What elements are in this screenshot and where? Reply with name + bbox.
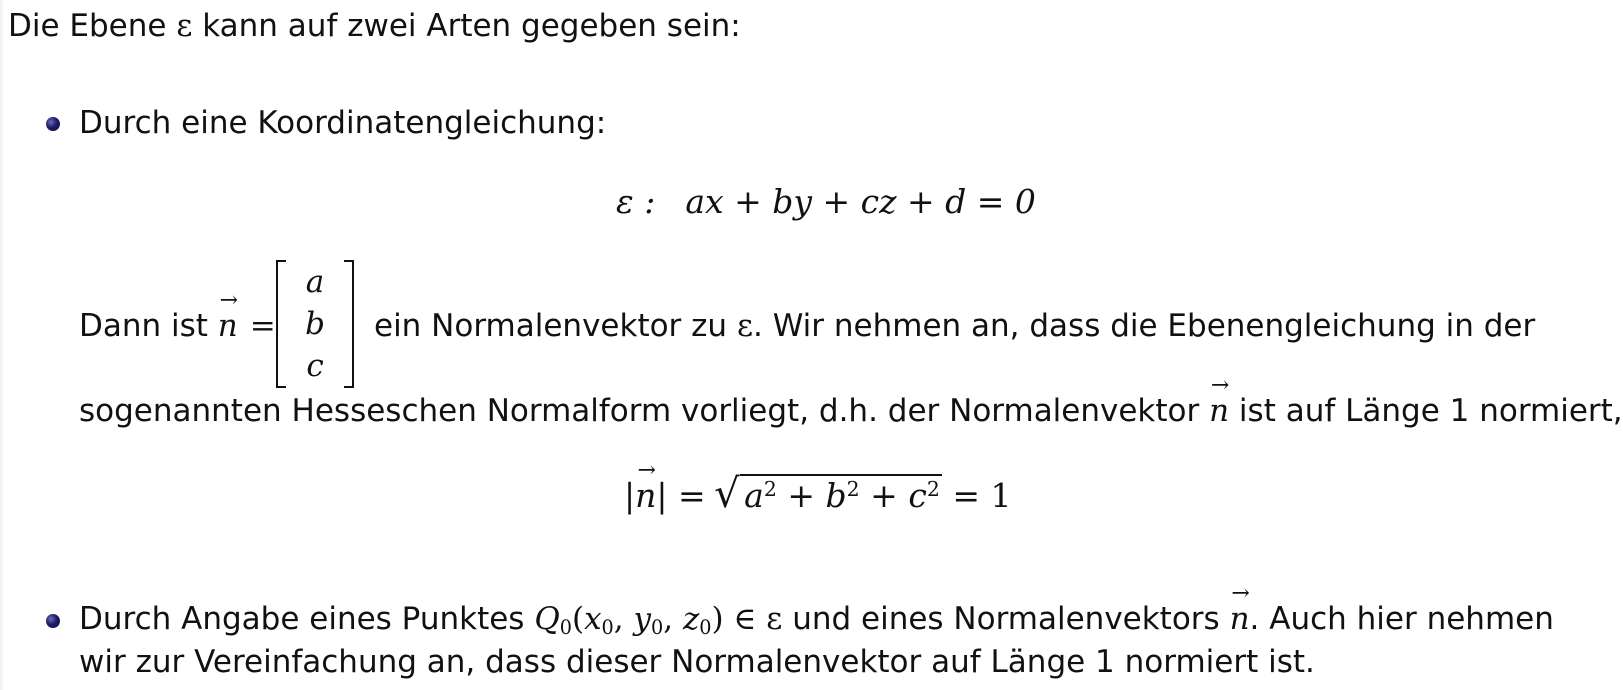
suffix-epsilon: ε [736,308,753,344]
point-q: Q [534,601,560,637]
coord-x-sub: 0 [601,615,614,639]
intro-epsilon: ε [176,8,193,44]
bullet-1-heading: Durch eine Koordinatengleichung: [79,105,607,141]
vector-n-bullet2 [1229,581,1250,639]
plus-1: + [787,476,816,515]
equals-sign: = [249,308,276,344]
matrix-cell-a: a [305,264,325,300]
hesse-normal-form-line [79,373,1623,431]
intro-before: Die Ebene [8,8,177,44]
vector-n-letter: n [635,476,657,515]
middle-text: und eines Normalenvektors [782,601,1230,637]
normalization-equation [624,458,1012,517]
radicand-c: c [908,476,927,515]
vector-n-inline [1209,373,1230,431]
radicand-b: b [825,476,847,515]
bullet-2-line-2: wir zur Vereinfachung an, dass dieser Normalenvektor auf Länge 1 normiert ist. [79,644,1315,680]
coord-z: z [682,601,700,637]
left-edge-shade [0,0,4,690]
matrix-cell-b: b [305,306,325,342]
vector-arrow-icon: → [637,458,656,483]
coordinate-equation [616,182,1036,222]
suffix-text-a: ein Normalenvektor zu [374,308,737,344]
abs-close: | [656,476,668,515]
coord-z-sub: 0 [699,615,712,639]
normal-vector-matrix [276,260,354,388]
intro-after: kann auf zwei Arten gegeben sein: [192,8,741,44]
equation-rhs: ax + by + cz + d = 0 [685,182,1036,221]
equation-lhs: ε : [616,182,656,221]
abs-open: | [624,476,636,515]
bullet-1-marker-icon [46,117,60,131]
bullet-2-after: . Auch hier nehmen [1249,601,1554,637]
epsilon-2: ε [766,601,783,637]
equals-sign-2: = [678,476,706,515]
coord-y: y [633,601,651,637]
vector-n-letter: n [1229,601,1250,637]
normal-vector-line-end [374,306,1535,346]
plus-2: + [870,476,898,515]
suffix-text-b: . Wir nehmen an, dass die Ebenengleichung in der [753,308,1536,344]
vector-n-abs [635,458,657,516]
square-root [714,471,942,517]
point-intro: Durch Angabe eines Punktes [79,601,535,637]
vector-n-letter: n [1209,393,1230,429]
result: = 1 [952,476,1012,515]
paren-close: ) [711,601,724,637]
element-of: ∈ [733,601,757,637]
intro-line [8,6,741,46]
matrix-cell-c: c [306,348,324,384]
exp-c: 2 [926,476,940,501]
vector-n [217,288,238,346]
paren-open: ( [571,601,585,637]
exp-b: 2 [846,476,860,501]
exp-a: 2 [763,476,777,501]
bullet-2-line-1: Durch Angabe eines Punktes $Q_0(x_0$, $y_0$, $z_0$) ∈ ε und eines Normalenvektors → n. Auch hier nehmen [79,581,1554,639]
coord-y-sub: 0 [651,615,664,639]
hesse-after: ist auf Länge 1 normiert, [1229,393,1623,429]
dann-ist-text: Dann ist [79,308,218,344]
vector-arrow-icon: → [1231,581,1250,606]
radical-icon: √ [714,471,740,517]
point-q-sub: 0 [559,615,572,639]
vector-arrow-icon: → [1210,373,1230,398]
bullet-2-marker-icon [46,614,60,628]
vector-n-letter: n [217,308,238,344]
radicand-a: a [744,476,764,515]
normal-vector-line-start [79,288,276,346]
vector-arrow-icon: → [219,288,238,313]
coord-x: x [584,601,602,637]
hesse-before: sogenannten Hesseschen Normalform vorliegt, d.h. der Normalenvektor [79,393,1210,429]
